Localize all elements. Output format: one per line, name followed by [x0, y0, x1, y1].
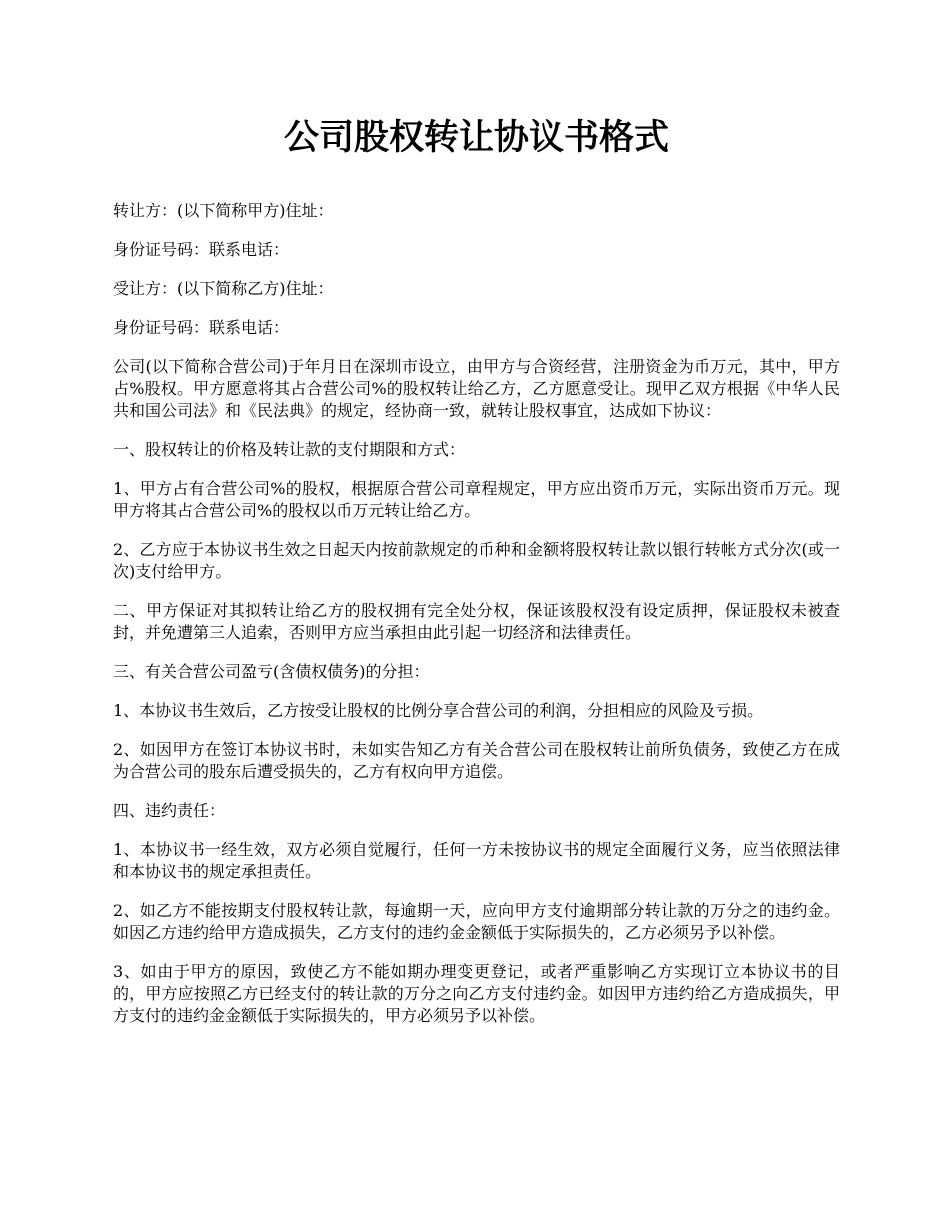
transferee-address-line: 受让方：(以下简称乙方)住址： [113, 279, 334, 298]
section-4-clause-2: 2、如乙方不能按期支付股权转让款，每逾期一天，应向甲方支付逾期部分转让款的万分之的违约金。如因乙方违约给甲方造成损失，乙方支付的违约金金额低于实际损失的，乙方必须另予以补偿。 [113, 901, 840, 942]
document-page [113, 110, 840, 1044]
section-4-clause-3: 3、如由于甲方的原因，致使乙方不能如期办理变更登记，或者严重影响乙方实现订立本协议书的目的，甲方应按照乙方已经支付的转让款的万分之向乙方支付违约金。如因甲方违约给乙方造成损失，甲方支付的违约金金额低于实际损失的，甲方必须另予以补偿。 [113, 962, 840, 1025]
section-4-heading: 四、违约责任： [113, 801, 226, 820]
section-1-clause-2: 2、乙方应于本协议书生效之日起天内按前款规定的币种和金额将股权转让款以银行转帐方式分次(或一次)支付给甲方。 [113, 540, 840, 581]
transferee-id-phone-line: 身份证号码：联系电话： [113, 318, 290, 337]
section-4-clause-1: 1、本协议书一经生效，双方必须自觉履行，任何一方未按协议书的规定全面履行义务，应当依照法律和本协议书的规定承担责任。 [113, 840, 840, 881]
section-3-clause-1: 1、本协议书生效后，乙方按受让股权的比例分享合营公司的利润，分担相应的风险及亏损。 [113, 701, 764, 720]
transferor-address-line: 转让方：(以下简称甲方)住址： [113, 201, 334, 220]
preamble-paragraph: 公司(以下简称合营公司)于年月日在深圳市设立，由甲方与合资经营，注册资金为币万元，其中，甲方占%股权。甲方愿意将其占合营公司%的股权转让给乙方，乙方愿意受让。现甲乙双方根据《中华人民共和国公司法》和《民法典》的规定，经协商一致，就转让股权事宜，达成如下协议： [113, 357, 840, 420]
transferor-id-phone-line: 身份证号码：联系电话： [113, 240, 290, 259]
document-title: 公司股权转让协议书格式 [283, 117, 669, 158]
section-3-heading: 三、有关合营公司盈亏(含债权债务)的分担： [113, 662, 430, 681]
section-2-paragraph: 二、甲方保证对其拟转让给乙方的股权拥有完全处分权，保证该股权没有设定质押，保证股权未被查封，并免遭第三人追索，否则甲方应当承担由此引起一切经济和法律责任。 [113, 601, 840, 642]
section-1-clause-1: 1、甲方占有合营公司%的股权，根据原合营公司章程规定，甲方应出资币万元，实际出资币万元。现甲方将其占合营公司%的股权以币万元转让给乙方。 [113, 479, 840, 520]
section-1-heading: 一、股权转让的价格及转让款的支付期限和方式： [113, 440, 466, 459]
section-3-clause-2: 2、如因甲方在签订本协议书时，未如实告知乙方有关合营公司在股权转让前所负债务，致使乙方在成为合营公司的股东后遭受损失的，乙方有权向甲方追偿。 [113, 740, 840, 781]
